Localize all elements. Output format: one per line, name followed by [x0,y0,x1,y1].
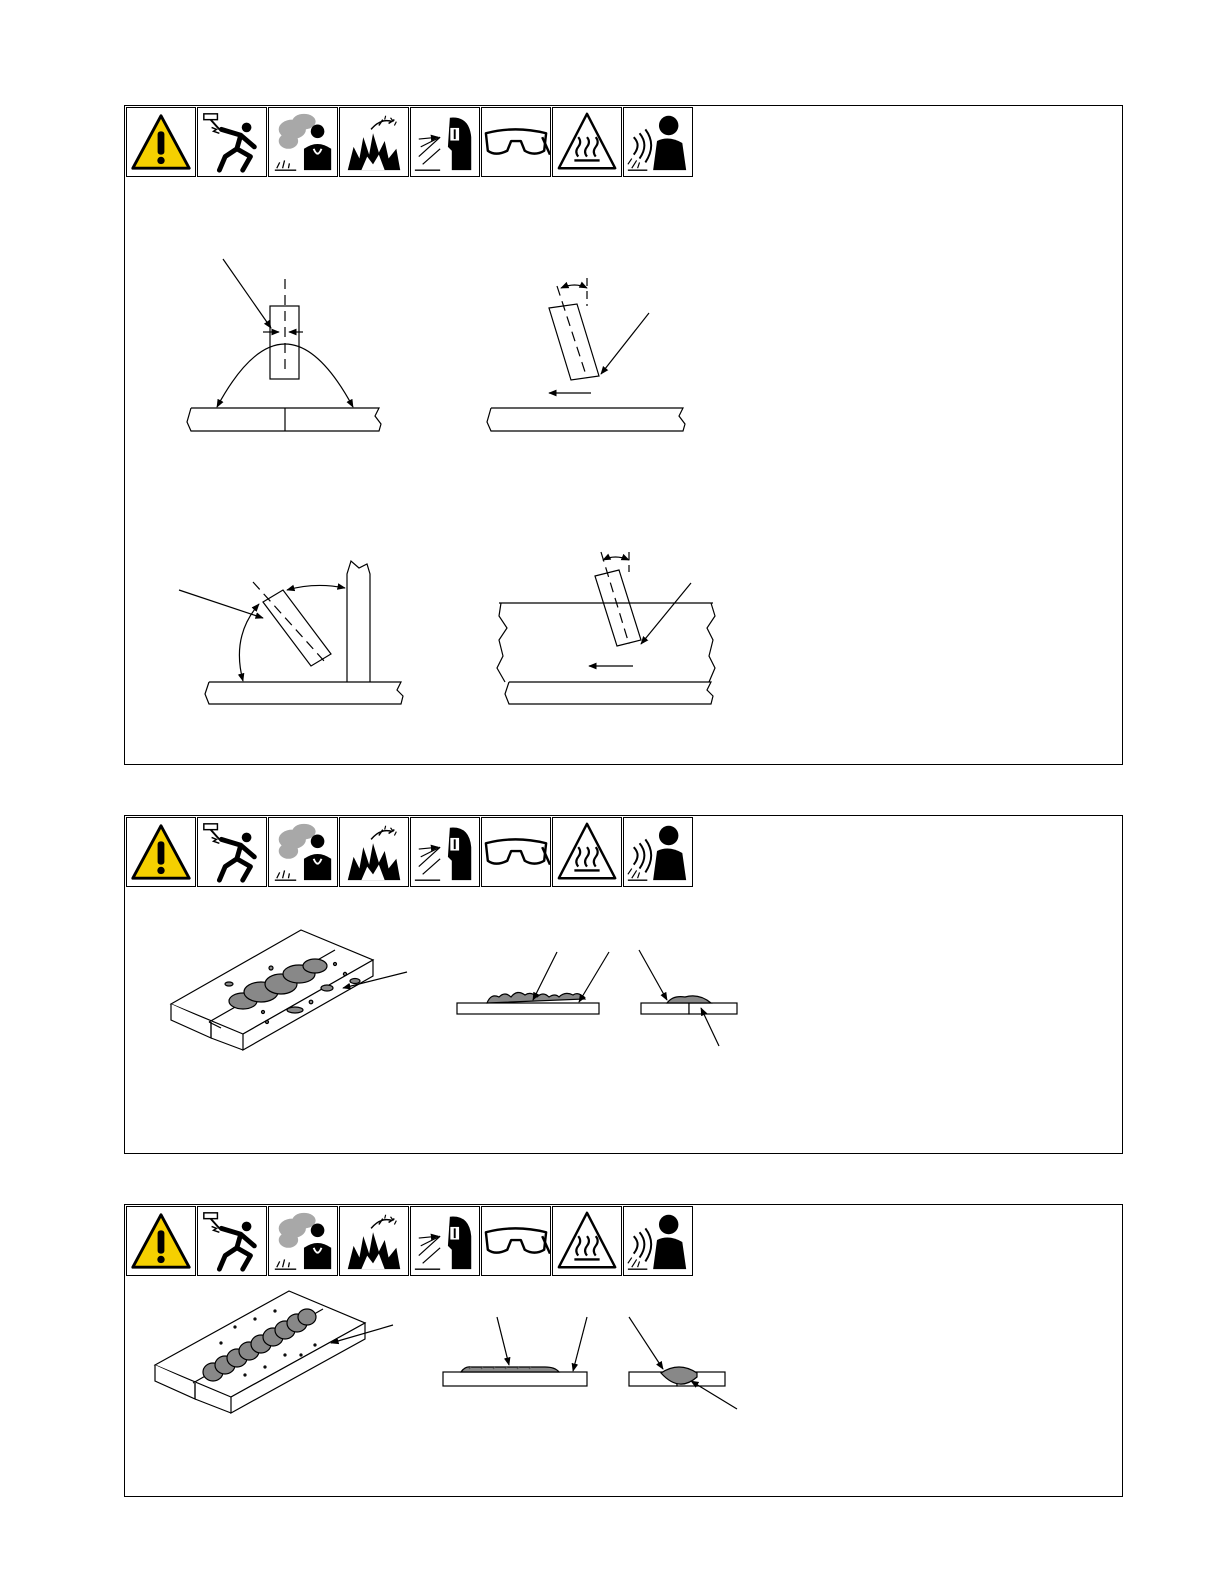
groove-weld-travel-angle [487,278,685,431]
poor-weld-bead-panel [124,815,1123,1154]
poor-bead-side-view [457,952,609,1014]
good-weld-bead-panel [124,1204,1123,1497]
fillet-weld-travel-angle [497,552,715,704]
electrode-position-panel [124,105,1123,765]
groove-weld-electrode-angle [187,259,381,431]
good-bead-isometric [155,1291,393,1413]
poor-weld-bead-diagrams [125,816,1122,1153]
good-bead-side-view [443,1317,587,1386]
poor-bead-isometric [171,930,407,1050]
fillet-weld-electrode-angle [179,561,403,704]
good-weld-bead-diagrams [125,1205,1122,1496]
electrode-position-diagrams [125,106,1122,764]
good-bead-cross-section [629,1317,737,1409]
poor-bead-cross-section [639,950,737,1046]
